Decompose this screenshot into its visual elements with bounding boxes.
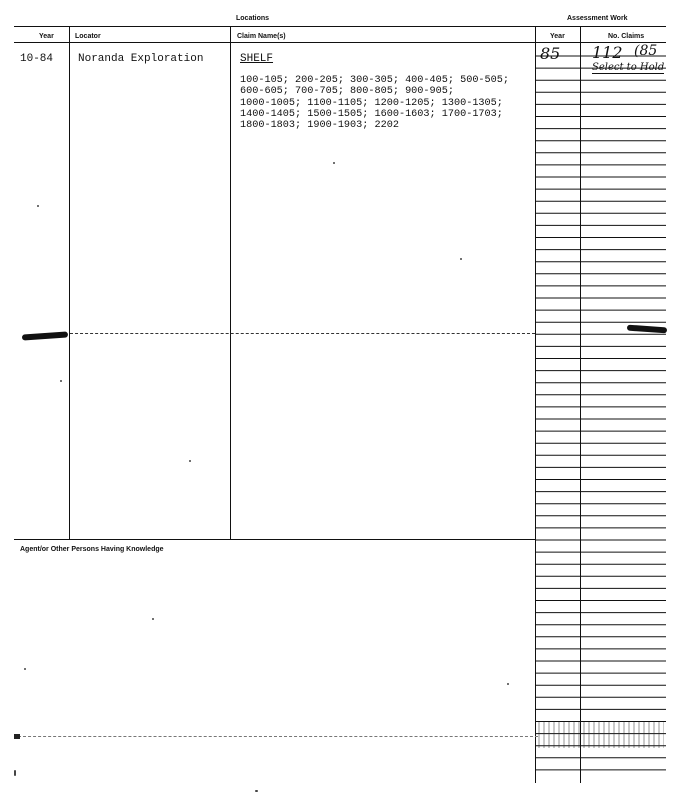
- locator-column-header: Locator: [75, 33, 101, 40]
- scan-speck: [14, 770, 16, 776]
- assessment-work-header: Assessment Work: [567, 15, 628, 22]
- assessment-note-handwritten: Select to Hold: [592, 62, 665, 73]
- year-column-header: Year: [39, 33, 54, 40]
- scan-speck: [24, 668, 26, 670]
- scan-speck: [507, 683, 509, 685]
- assessment-mid-divider: [580, 26, 581, 783]
- section-bottom-rule: [14, 539, 535, 540]
- scan-speck: [152, 618, 154, 620]
- claim-group-name: SHELF: [240, 53, 274, 65]
- assessment-claims-handwritten: 112: [592, 43, 623, 62]
- claim-line: 1000-1005; 1100-1105; 1200-1205; 1300-1305;: [240, 97, 503, 109]
- claim-line: 1800-1803; 1900-1903; 2202: [240, 120, 399, 132]
- assessment-left-divider: [535, 26, 536, 783]
- bottom-arrow-mark: [14, 734, 20, 739]
- scan-speck: [189, 460, 191, 462]
- scan-speck: [333, 162, 335, 164]
- right-marker-mark: [627, 325, 667, 334]
- assessment-year2-handwritten: (85: [634, 43, 658, 59]
- grid-smudge: [538, 722, 664, 748]
- aw-year-column-header: Year: [550, 33, 565, 40]
- scan-speck: [460, 258, 462, 260]
- scan-speck: [37, 205, 39, 207]
- claims-divider: [230, 26, 231, 539]
- scan-speck: [60, 380, 62, 382]
- left-marker-mark: [22, 331, 68, 340]
- assessment-year-handwritten: 85: [540, 44, 561, 63]
- locator-divider: [69, 26, 70, 539]
- header-rule: [14, 42, 666, 43]
- entry-locator: Noranda Exploration: [78, 53, 204, 65]
- top-rule: [14, 26, 666, 27]
- bottom-faint-line: [18, 736, 538, 737]
- aw-no-claims-column-header: No. Claims: [608, 33, 645, 40]
- separator-dashed-line: [70, 333, 535, 334]
- claim-line: 600-605; 700-705; 800-805; 900-905;: [240, 86, 454, 98]
- entry-year: 10-84: [20, 53, 54, 65]
- agent-section-label: Agent/or Other Persons Having Knowledge: [20, 546, 164, 553]
- scan-speck: [255, 790, 258, 792]
- locations-header: Locations: [236, 15, 270, 22]
- claim-line: 1400-1405; 1500-1505; 1600-1603; 1700-1703;: [240, 108, 503, 120]
- claim-ranges: [240, 75, 509, 131]
- claim-line: 100-105; 200-205; 300-305; 400-405; 500-505;: [240, 75, 509, 86]
- claim-names-column-header: Claim Name(s): [237, 33, 286, 40]
